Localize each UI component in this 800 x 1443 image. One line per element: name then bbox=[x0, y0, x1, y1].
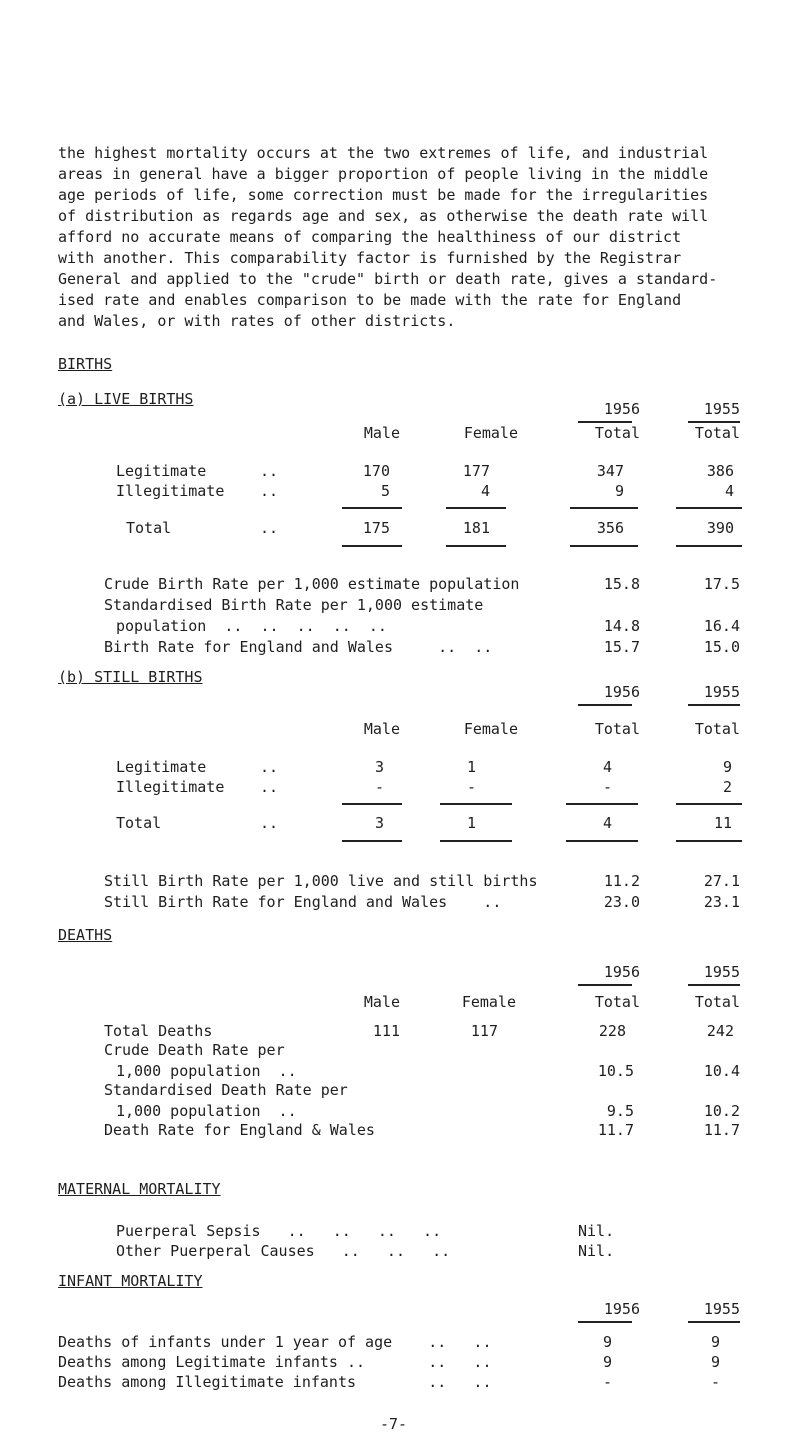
row-label-cont: 1,000 population .. bbox=[116, 1062, 297, 1080]
page-number: -7- bbox=[380, 1415, 408, 1433]
rate-label: Still Birth Rate per 1,000 live and still births bbox=[104, 872, 538, 890]
still-year-1955: 1955 bbox=[703, 683, 740, 701]
cell-total-1956: 228 bbox=[598, 1022, 626, 1040]
deaths-col-total-1956: Total bbox=[594, 993, 640, 1011]
cell-total-1955: 11 bbox=[713, 814, 732, 832]
cell-female: 4 bbox=[480, 482, 490, 500]
rate-1956: 14.8 bbox=[603, 617, 640, 635]
deaths-year-1956: 1956 bbox=[603, 963, 640, 981]
still-year-1956: 1956 bbox=[603, 683, 640, 701]
cell-male: 5 bbox=[380, 482, 390, 500]
cell-male: 175 bbox=[362, 519, 390, 537]
cell-total-1956: 347 bbox=[596, 462, 624, 480]
row-label: Standardised Death Rate per bbox=[104, 1081, 348, 1099]
infant-year-1955: 1955 bbox=[703, 1300, 740, 1318]
row-label: Total bbox=[116, 814, 162, 832]
still-births-heading: (b) STILL BIRTHS bbox=[58, 668, 203, 686]
rate-label: Birth Rate for England and Wales .. .. bbox=[104, 638, 493, 656]
live-year-1956: 1956 bbox=[603, 400, 640, 418]
deaths-heading: DEATHS bbox=[58, 926, 113, 944]
cell-female: 177 bbox=[462, 462, 490, 480]
rate-1955: 23.1 bbox=[703, 893, 740, 911]
row-label: Deaths among Legitimate infants .. .. .. bbox=[58, 1353, 492, 1371]
cell-total-1955: 242 bbox=[706, 1022, 734, 1040]
list-item-value: Nil. bbox=[578, 1242, 615, 1260]
rate-1956: 23.0 bbox=[603, 893, 640, 911]
cell-total-1956: 4 bbox=[602, 814, 612, 832]
rate-label-cont: population .. .. .. .. .. bbox=[116, 617, 387, 635]
list-item-value: Nil. bbox=[578, 1222, 615, 1240]
live-births-heading: (a) LIVE BIRTHS bbox=[58, 390, 194, 408]
row-label: Legitimate bbox=[116, 462, 207, 480]
intro-line: with another. This comparability factor is furnished by the Registrar bbox=[58, 249, 682, 267]
infant-year-1956: 1956 bbox=[603, 1300, 640, 1318]
intro-line: General and applied to the "crude" birth or death rate, gives a standard- bbox=[58, 270, 718, 288]
row-label: Total bbox=[126, 519, 172, 537]
row-label: Deaths of infants under 1 year of age .. .. bbox=[58, 1333, 492, 1351]
cell-1956: 11.7 bbox=[597, 1121, 634, 1139]
cell-female: 1 bbox=[466, 814, 476, 832]
list-item: Puerperal Sepsis .. .. .. .. bbox=[116, 1222, 442, 1240]
cell-total-1956: 9 bbox=[614, 482, 624, 500]
still-col-female: Female bbox=[463, 720, 518, 738]
cell-male: 3 bbox=[374, 814, 384, 832]
cell-male: - bbox=[374, 778, 384, 796]
cell-female: - bbox=[466, 778, 476, 796]
intro-line: areas in general have a bigger proportion of people living in the middle bbox=[58, 165, 709, 183]
row-label-cont: 1,000 population .. bbox=[116, 1102, 297, 1120]
row-label: Death Rate for England & Wales bbox=[104, 1121, 375, 1139]
live-col-female: Female bbox=[463, 424, 518, 442]
cell-1956: 10.5 bbox=[597, 1062, 634, 1080]
row-dots: .. bbox=[260, 814, 279, 832]
row-dots: .. bbox=[260, 462, 279, 480]
cell-1956: - bbox=[602, 1373, 612, 1391]
row-dots: .. bbox=[260, 482, 279, 500]
rate-label: Crude Birth Rate per 1,000 estimate population bbox=[104, 575, 520, 593]
cell-total-1956: 356 bbox=[596, 519, 624, 537]
intro-line: of distribution as regards age and sex, as otherwise the death rate will bbox=[58, 207, 709, 225]
rate-1955: 17.5 bbox=[703, 575, 740, 593]
cell-female: 1 bbox=[466, 758, 476, 776]
cell-female: 181 bbox=[462, 519, 490, 537]
cell-1955: 9 bbox=[710, 1333, 720, 1351]
cell-total-1955: 390 bbox=[706, 519, 734, 537]
cell-total-1955: 2 bbox=[722, 778, 732, 796]
maternal-heading: MATERNAL MORTALITY bbox=[58, 1180, 221, 1198]
deaths-col-male: Male bbox=[363, 993, 400, 1011]
rate-label: Standardised Birth Rate per 1,000 estimate bbox=[104, 596, 484, 614]
cell-1955: 9 bbox=[710, 1353, 720, 1371]
intro-line: ised rate and enables comparison to be made with the rate for England bbox=[58, 291, 682, 309]
row-dots: .. bbox=[260, 758, 279, 776]
rate-1956: 11.2 bbox=[603, 872, 640, 890]
rate-1955: 15.0 bbox=[703, 638, 740, 656]
intro-line: the highest mortality occurs at the two extremes of life, and industrial bbox=[58, 144, 709, 162]
cell-total-1956: - bbox=[602, 778, 612, 796]
still-col-total-1956: Total bbox=[594, 720, 640, 738]
row-label: Legitimate bbox=[116, 758, 207, 776]
still-col-male: Male bbox=[363, 720, 400, 738]
cell-1956: 9.5 bbox=[606, 1102, 634, 1120]
cell-male: 111 bbox=[372, 1022, 400, 1040]
births-heading: BIRTHS bbox=[58, 355, 113, 373]
intro-line: afford no accurate means of comparing the healthiness of our district bbox=[58, 228, 682, 246]
cell-1955: 10.2 bbox=[703, 1102, 740, 1120]
row-label: Crude Death Rate per bbox=[104, 1041, 285, 1059]
cell-1956: 9 bbox=[602, 1353, 612, 1371]
row-dots: .. bbox=[260, 778, 279, 796]
live-col-male: Male bbox=[363, 424, 400, 442]
cell-total-1956: 4 bbox=[602, 758, 612, 776]
deaths-col-female: Female bbox=[461, 993, 516, 1011]
rate-1955: 27.1 bbox=[703, 872, 740, 890]
row-dots: .. bbox=[260, 519, 279, 537]
cell-total-1955: 4 bbox=[724, 482, 734, 500]
row-label: Deaths among Illegitimate infants .. .. bbox=[58, 1373, 492, 1391]
cell-1955: - bbox=[710, 1373, 720, 1391]
rate-1956: 15.8 bbox=[603, 575, 640, 593]
row-label: Illegitimate bbox=[116, 482, 225, 500]
cell-total-1955: 9 bbox=[722, 758, 732, 776]
cell-1955: 10.4 bbox=[703, 1062, 740, 1080]
live-col-total-1955: Total bbox=[694, 424, 740, 442]
intro-line: age periods of life, some correction must be made for the irregularities bbox=[58, 186, 709, 204]
rate-label: Still Birth Rate for England and Wales .. bbox=[104, 893, 502, 911]
rate-1955: 16.4 bbox=[703, 617, 740, 635]
live-year-1955: 1955 bbox=[703, 400, 740, 418]
cell-total-1955: 386 bbox=[706, 462, 734, 480]
cell-female: 117 bbox=[470, 1022, 498, 1040]
live-col-total-1956: Total bbox=[594, 424, 640, 442]
cell-1956: 9 bbox=[602, 1333, 612, 1351]
still-col-total-1955: Total bbox=[694, 720, 740, 738]
row-label: Illegitimate bbox=[116, 778, 225, 796]
deaths-year-1955: 1955 bbox=[703, 963, 740, 981]
row-label: Total Deaths bbox=[104, 1022, 213, 1040]
cell-male: 3 bbox=[374, 758, 384, 776]
cell-1955: 11.7 bbox=[703, 1121, 740, 1139]
rate-1956: 15.7 bbox=[603, 638, 640, 656]
intro-line: and Wales, or with rates of other districts. bbox=[58, 312, 456, 330]
cell-male: 170 bbox=[362, 462, 390, 480]
list-item: Other Puerperal Causes .. .. .. bbox=[116, 1242, 451, 1260]
deaths-col-total-1955: Total bbox=[694, 993, 740, 1011]
infant-heading: INFANT MORTALITY bbox=[58, 1272, 203, 1290]
